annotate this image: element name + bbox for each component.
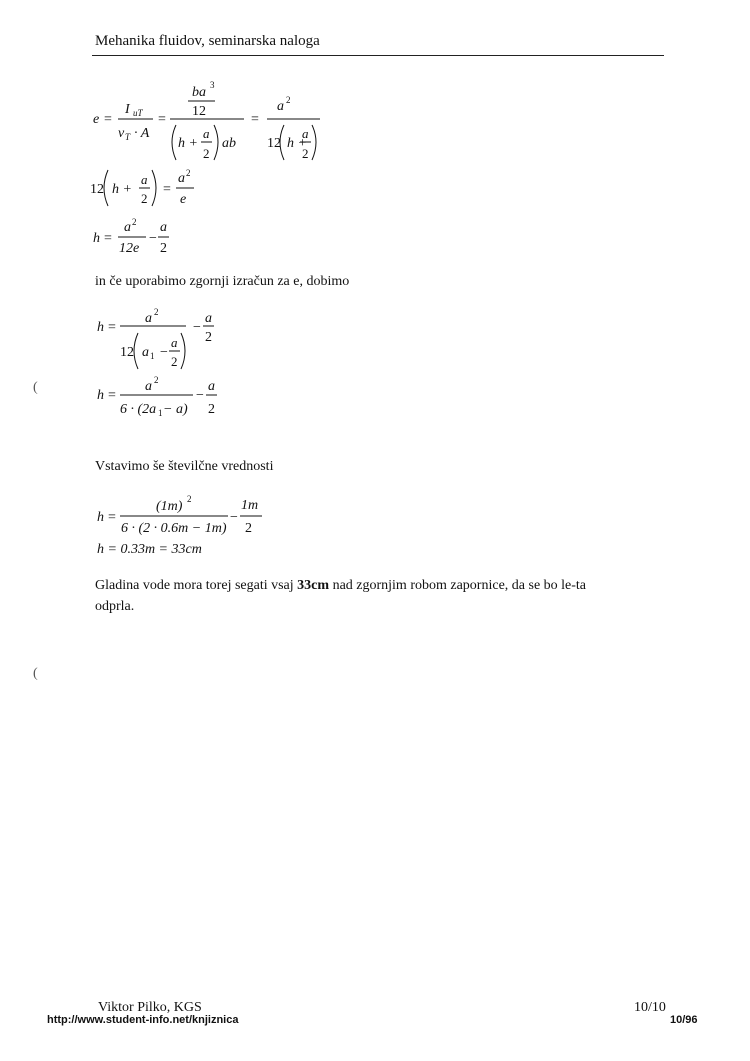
equation-2 (90, 168, 194, 207)
eq1-twelve-2: 12 (267, 136, 281, 151)
eq1-a2: a (277, 99, 284, 114)
eq4-two: 2 (205, 330, 212, 345)
eq4-minus: − (193, 320, 201, 335)
eq2-h-plus: h + (112, 182, 132, 197)
eq1-ab: ab (222, 136, 236, 151)
eq5-a-2: a (208, 379, 215, 394)
eq1-equals-2: = (158, 112, 166, 127)
eq5-h: h (97, 388, 104, 403)
eq2-a: a (141, 172, 148, 187)
paragraph-3-cont: odprla. (95, 599, 135, 614)
footer-page-total: 10/96 (670, 1014, 698, 1026)
eq5-sub1: 1 (158, 408, 163, 418)
eq4-sub1: 1 (150, 351, 155, 361)
eq1-equals-3: = (251, 112, 259, 127)
eq1-cube: 3 (210, 80, 215, 90)
paragraph-2: Vstavimo še številčne vrednosti (95, 459, 274, 474)
eq3-a-2: a (160, 220, 167, 235)
paragraph-3-value: 33cm (297, 578, 330, 593)
eq1-sub-T: T (125, 132, 131, 142)
eq6-equals: = (108, 510, 116, 525)
footer-author: Viktor Pilko, KGS (98, 1000, 202, 1015)
margin-mark-2: ( (33, 666, 38, 681)
eq4-paren-open (134, 333, 138, 369)
eq4-paren-close (181, 333, 185, 369)
eq4-two-inner: 2 (171, 354, 178, 369)
eq6-denom: 6 · (2 · 0.6m − 1m) (121, 521, 227, 536)
eq5-sq: 2 (154, 375, 159, 385)
equation-6 (97, 494, 262, 536)
eq4-h: h (97, 320, 104, 335)
eq6-minus: − (230, 510, 238, 525)
paragraph-1: in če uporabimo zgornji izračun za e, dobimo (95, 274, 350, 289)
eq4-a-inner: a (171, 335, 178, 350)
eq1-two-2: 2 (302, 146, 309, 161)
eq2-two: 2 (141, 191, 148, 206)
eq4-equals: = (108, 320, 116, 335)
eq3-equals: = (104, 231, 112, 246)
eq2-paren-open (104, 170, 108, 206)
eq5-two: 2 (208, 402, 215, 417)
eq3-h: h (93, 231, 100, 246)
eq1-paren-close (214, 125, 218, 160)
eq2-sq: 2 (186, 168, 191, 178)
equation-1 (93, 80, 320, 161)
eq1-h-plus: h + (178, 136, 198, 151)
eq1-dot-A: · A (134, 126, 150, 141)
eq2-e: e (180, 192, 187, 207)
eq4-twelve: 12 (120, 345, 134, 360)
eq1-paren-close-2 (312, 125, 316, 160)
eq1-h-plus-2: h + (287, 136, 307, 151)
eq1-equals-1: = (104, 112, 112, 127)
eq1-sq: 2 (286, 95, 291, 105)
eq4-a1: a (142, 345, 149, 360)
margin-mark-1: ( (33, 380, 38, 395)
eq1-paren-open (172, 125, 176, 160)
eq7-result: h = 0.33m = 33cm (97, 542, 202, 557)
eq3-minus: − (149, 231, 157, 246)
eq2-paren-close (152, 170, 156, 206)
eq1-a-num: a (203, 126, 210, 141)
equation-3 (93, 217, 169, 256)
eq5-denom-end: − a) (163, 402, 188, 417)
footer-page-number: 10/10 (634, 1000, 666, 1015)
eq1-two: 2 (203, 146, 210, 161)
eq2-a2: a (178, 171, 185, 186)
eq1-e: e (93, 112, 100, 127)
equation-4 (97, 307, 214, 369)
eq6-sq: 2 (187, 494, 192, 504)
eq5-a: a (145, 379, 152, 394)
eq1-I: I (125, 102, 130, 117)
paragraph-3-start: Gladina vode mora torej segati vsaj (95, 578, 298, 593)
eq1-twelve: 12 (192, 104, 206, 119)
eq5-equals: = (108, 388, 116, 403)
eq6-num: (1m) (156, 499, 183, 514)
eq1-a-num-2: a (302, 126, 309, 141)
eq6-h: h (97, 510, 104, 525)
paragraph-3 (95, 575, 655, 617)
paragraph-3-end: nad zgornjim robom zapornice, da se bo le-ta (329, 578, 587, 593)
eq2-equals: = (163, 182, 171, 197)
eq3-12e: 12e (119, 241, 140, 256)
page-header-title: Mehanika fluidov, seminarska naloga (95, 33, 320, 49)
eq2-twelve: 12 (90, 182, 104, 197)
eq3-sq: 2 (132, 217, 137, 227)
footer-url: http://www.student-info.net/knjiznica (47, 1014, 239, 1026)
eq4-a: a (145, 311, 152, 326)
eq3-a: a (124, 220, 131, 235)
eq1-ba: ba (192, 85, 206, 100)
equation-5 (97, 375, 217, 418)
eq3-two: 2 (160, 241, 167, 256)
eq4-a-2: a (205, 311, 212, 326)
eq6-1m: 1m (241, 498, 259, 513)
eq6-two: 2 (245, 521, 252, 536)
eq1-sub-uT: uT (133, 108, 143, 118)
eq4-sq: 2 (154, 307, 159, 317)
eq5-minus: − (196, 388, 204, 403)
eq5-denom: 6 · (2a (120, 402, 157, 417)
eq4-minus-inner: − (160, 345, 168, 360)
eq1-v: v (118, 126, 125, 141)
